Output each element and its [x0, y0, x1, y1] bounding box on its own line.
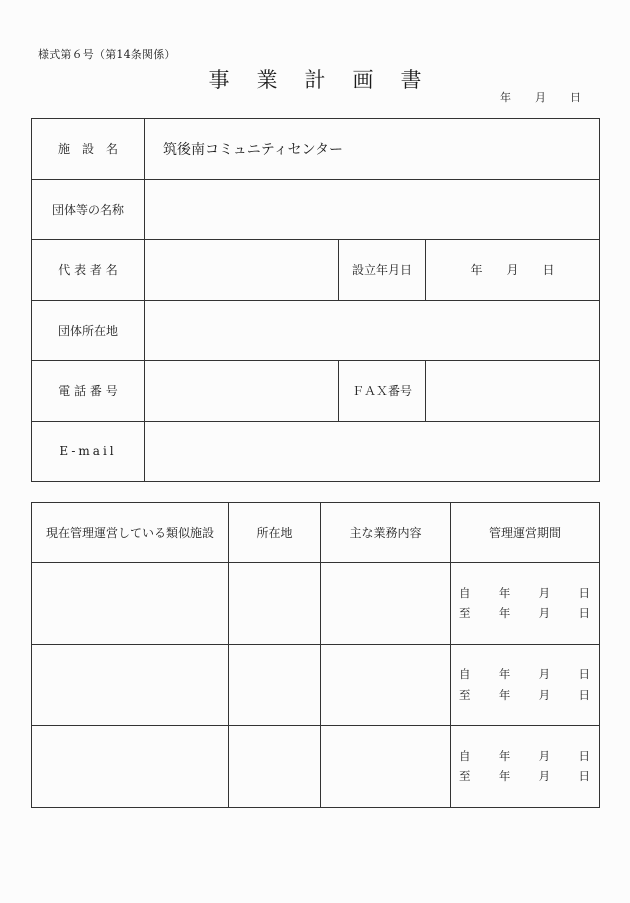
location-cell[interactable] [229, 563, 321, 645]
period-cell[interactable] [451, 563, 600, 645]
phone-row [32, 361, 600, 422]
fax-label: ＦＡＸ番号 [339, 361, 426, 422]
header-location: 所在地 [229, 503, 321, 563]
header-business: 主な業務内容 [321, 503, 451, 563]
email-row [32, 421, 600, 482]
business-cell[interactable] [321, 644, 451, 726]
period-from: 自 年 月 日 [459, 667, 590, 682]
date-month: 月 [535, 91, 546, 104]
org-name-row [32, 179, 600, 240]
table-header-row [32, 503, 600, 563]
representative-field[interactable] [145, 240, 339, 301]
representative-label: 代 表 者 名 [32, 240, 145, 301]
similar-facilities-table [31, 502, 600, 808]
facility-name-row [32, 119, 600, 180]
phone-label: 電 話 番 号 [32, 361, 145, 422]
table-row [32, 644, 600, 726]
period-cell[interactable] [451, 726, 600, 808]
facility-cell[interactable] [32, 644, 229, 726]
business-cell[interactable] [321, 726, 451, 808]
form-number: 様式第６号（第14条関係） [38, 48, 176, 61]
address-field[interactable] [145, 300, 600, 361]
location-cell[interactable] [229, 726, 321, 808]
established-date-field[interactable]: 年 月 日 [426, 240, 600, 301]
email-field[interactable] [145, 421, 600, 482]
representative-row [32, 240, 600, 301]
facility-name-label: 施 設 名 [32, 119, 145, 180]
address-label: 団体所在地 [32, 300, 145, 361]
period-to: 至 年 月 日 [459, 606, 590, 621]
document-title: 事業計画書 [208, 68, 449, 92]
org-name-label: 団体等の名称 [32, 179, 145, 240]
facility-name-field[interactable]: 筑後南コミュニティセンター [145, 119, 600, 180]
fax-field[interactable] [426, 361, 600, 422]
date-day: 日 [570, 91, 581, 104]
email-label: E-mail [32, 421, 145, 482]
period-to: 至 年 月 日 [459, 687, 590, 702]
applicant-table [31, 118, 600, 482]
table-row [32, 726, 600, 808]
location-cell[interactable] [229, 644, 321, 726]
date-year: 年 [500, 91, 511, 104]
org-name-field[interactable] [145, 179, 600, 240]
facility-cell[interactable] [32, 563, 229, 645]
header-facility: 現在管理運営している類似施設 [32, 503, 229, 563]
business-cell[interactable] [321, 563, 451, 645]
header-period: 管理運営期間 [451, 503, 600, 563]
table-row [32, 563, 600, 645]
period-to: 至 年 月 日 [459, 769, 590, 784]
phone-field[interactable] [145, 361, 339, 422]
facility-cell[interactable] [32, 726, 229, 808]
document-date [500, 89, 581, 105]
established-label: 設立年月日 [339, 240, 426, 301]
address-row [32, 300, 600, 361]
period-from: 自 年 月 日 [459, 748, 590, 763]
period-cell[interactable] [451, 644, 600, 726]
period-from: 自 年 月 日 [459, 585, 590, 600]
